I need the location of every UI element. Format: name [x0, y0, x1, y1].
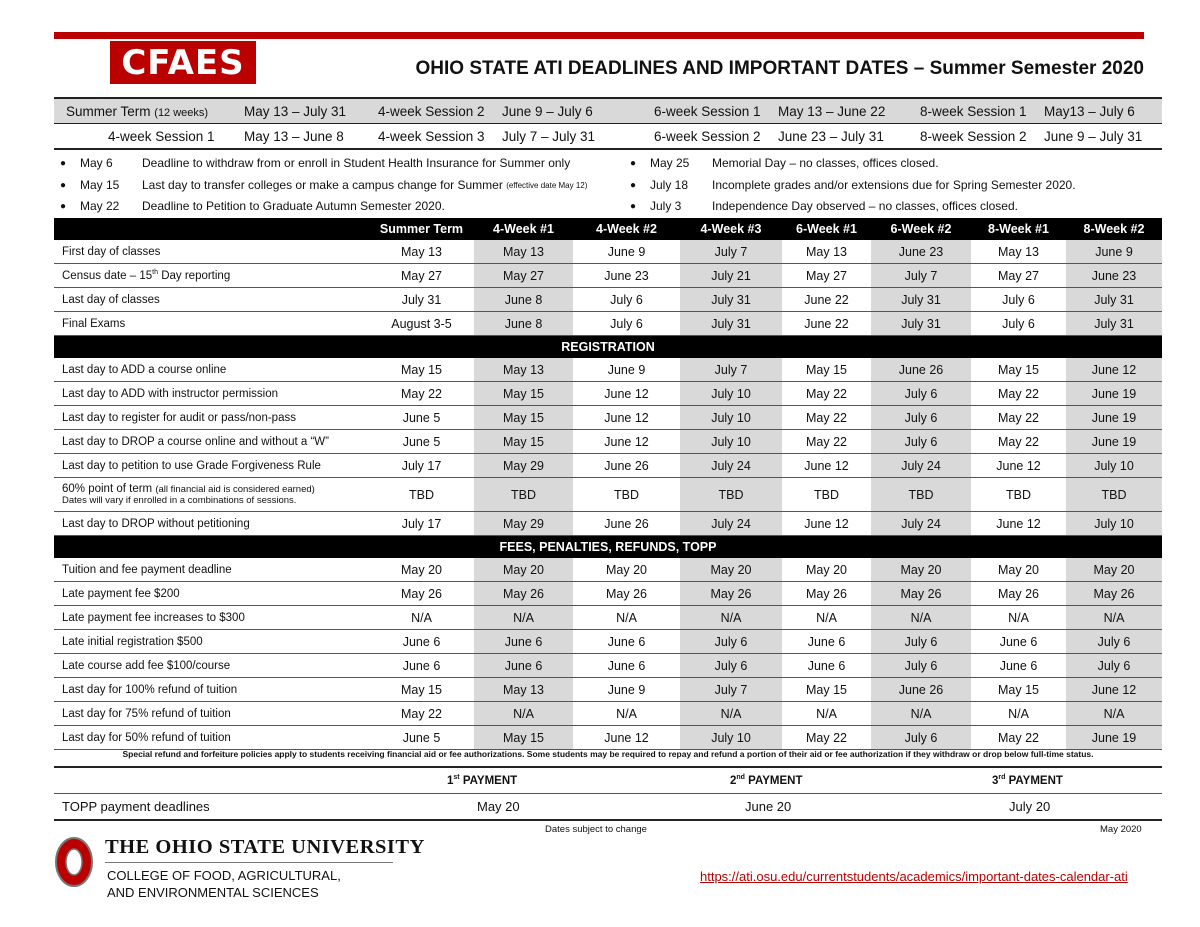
date-cell: July 10 [680, 406, 782, 430]
date-cell: July 10 [680, 382, 782, 406]
table-row [54, 382, 1162, 406]
date-cell: N/A [369, 606, 474, 630]
column-header: 6-Week #1 [782, 218, 871, 240]
date-cell: TBD [782, 478, 871, 512]
row-label: Last day to ADD a course online [54, 358, 369, 382]
row-label: Last day of classes [54, 288, 369, 312]
row-label: Last day to register for audit or pass/non-pass [54, 406, 369, 430]
date-cell: July 24 [680, 454, 782, 478]
university-name: THE OHIO STATE UNIVERSITY [105, 836, 425, 858]
date-cell: May 22 [782, 406, 871, 430]
date-cell: June 8 [474, 288, 573, 312]
date-cell: May 20 [573, 558, 680, 582]
table-row [54, 240, 1162, 264]
date-cell: June 5 [369, 406, 474, 430]
date-cell: July 6 [871, 654, 971, 678]
date-cell: June 12 [573, 430, 680, 454]
column-header: 4-Week #1 [474, 218, 573, 240]
term-label: 4-week Session 2 [378, 103, 485, 119]
term-row-2 [54, 124, 1162, 148]
dates-subject-note: Dates subject to change [545, 824, 647, 835]
date-cell: June 26 [871, 358, 971, 382]
date-cell: June 6 [573, 630, 680, 654]
date-cell: May 13 [474, 240, 573, 264]
date-cell: June 8 [474, 312, 573, 336]
date-cell: May 15 [369, 678, 474, 702]
footer-divider [105, 862, 393, 863]
term-dates: June 9 – July 31 [1044, 128, 1143, 144]
date-cell: N/A [971, 606, 1066, 630]
date-cell: May 15 [782, 358, 871, 382]
date-cell: July 7 [871, 264, 971, 288]
date-cell: May 26 [369, 582, 474, 606]
date-cell: June 23 [573, 264, 680, 288]
term-dates: July 7 – July 31 [502, 128, 596, 144]
page-title: OHIO STATE ATI DEADLINES AND IMPORTANT DATES – Summer Semester 2020 [415, 58, 1144, 79]
date-cell: May 15 [782, 678, 871, 702]
college-name-line2: AND ENVIRONMENTAL SCIENCES [107, 885, 319, 900]
date-cell: May 26 [871, 582, 971, 606]
date-cell: May 20 [971, 558, 1066, 582]
date-cell: June 6 [474, 654, 573, 678]
date-cell: July 6 [680, 630, 782, 654]
term-label: Summer Term (12 weeks) [66, 103, 209, 119]
date-cell: July 31 [680, 288, 782, 312]
date-cell: May 22 [369, 702, 474, 726]
date-cell: July 17 [369, 454, 474, 478]
table-row [54, 630, 1162, 654]
date-cell: July 31 [1066, 312, 1162, 336]
date-cell: June 12 [971, 512, 1066, 536]
date-cell: May 20 [680, 558, 782, 582]
term-dates: May 13 – July 31 [244, 103, 347, 119]
date-cell: June 19 [1066, 726, 1162, 750]
table-row [54, 606, 1162, 630]
date-cell: May 13 [971, 240, 1066, 264]
term-label: 4-week Session 3 [378, 128, 485, 144]
date-cell: July 6 [971, 288, 1066, 312]
date-cell: June 22 [782, 288, 871, 312]
date-cell: August 3-5 [369, 312, 474, 336]
date-cell: TBD [474, 478, 573, 512]
term-row-1 [54, 99, 1162, 124]
date-cell: N/A [573, 702, 680, 726]
row-label: Last day to DROP without petitioning [54, 512, 369, 536]
date-cell: May 20 [782, 558, 871, 582]
note-item: ● May 6 Deadline to withdraw from or enroll in Student Health Insurance for Summer only [60, 156, 571, 170]
date-cell: July 21 [680, 264, 782, 288]
section-title: FEES, PENALTIES, REFUNDS, TOPP [54, 536, 1162, 559]
row-label: Late payment fee increases to $300 [54, 606, 369, 630]
date-cell: June 12 [971, 454, 1066, 478]
column-header: 4-Week #2 [573, 218, 680, 240]
date-cell: June 5 [369, 430, 474, 454]
date-cell: June 6 [971, 654, 1066, 678]
date-cell: TBD [680, 478, 782, 512]
date-cell: July 24 [680, 512, 782, 536]
table-row [54, 430, 1162, 454]
table-row [54, 582, 1162, 606]
date-cell: July 31 [369, 288, 474, 312]
college-name-line1: COLLEGE OF FOOD, AGRICULTURAL, [107, 868, 341, 883]
date-cell: May 26 [474, 582, 573, 606]
date-cell: N/A [782, 702, 871, 726]
date-cell: July 6 [573, 288, 680, 312]
table-row [54, 406, 1162, 430]
date-cell: TBD [573, 478, 680, 512]
date-cell: May 22 [782, 382, 871, 406]
date-cell: N/A [680, 606, 782, 630]
column-header: 8-Week #2 [1066, 218, 1162, 240]
date-cell: July 10 [1066, 512, 1162, 536]
term-dates: June 9 – July 6 [502, 103, 593, 119]
table-row [54, 264, 1162, 288]
date-cell: July 17 [369, 512, 474, 536]
date-cell: July 6 [971, 312, 1066, 336]
row-label: 60% point of term (all financial aid is considered earned) Dates will vary if enrolled in a combinations of sessions. [54, 478, 369, 512]
date-cell: May 15 [369, 358, 474, 382]
blank-header [54, 218, 369, 240]
date-cell: May 26 [680, 582, 782, 606]
section-header [54, 336, 1162, 359]
date-cell: May 15 [474, 406, 573, 430]
note-item: ● July 18 Incomplete grades and/or extensions due for Spring Semester 2020. [630, 178, 1076, 192]
date-cell: July 31 [1066, 288, 1162, 312]
date-cell: June 19 [1066, 430, 1162, 454]
table-row [54, 454, 1162, 478]
date-cell: July 6 [871, 430, 971, 454]
date-cell: June 19 [1066, 382, 1162, 406]
date-cell: June 6 [474, 630, 573, 654]
date-cell: July 31 [871, 288, 971, 312]
topp-box [54, 766, 1162, 821]
topp-header-2: 2nd PAYMENT [730, 774, 803, 787]
table-row [54, 478, 1162, 512]
row-label: First day of classes [54, 240, 369, 264]
special-refund-note: Special refund and forfeiture policies apply to students receiving financial aid or fee authorizations. Some students may be required to repay and refund a portion of their aid or fee authorization if they withdraw or drop below full-time status. [122, 749, 1094, 759]
cfaes-logo: CFAES [110, 41, 256, 84]
date-cell: July 6 [871, 726, 971, 750]
term-label: 4-week Session 1 [108, 128, 215, 144]
date-cell: June 9 [573, 358, 680, 382]
date-cell: May 20 [474, 558, 573, 582]
date-cell: May 15 [474, 726, 573, 750]
date-cell: July 31 [680, 312, 782, 336]
date-cell: N/A [871, 606, 971, 630]
date-cell: May 20 [369, 558, 474, 582]
date-cell: July 6 [1066, 630, 1162, 654]
term-label: 6-week Session 1 [654, 103, 761, 119]
date-cell: June 23 [871, 240, 971, 264]
date-cell: N/A [573, 606, 680, 630]
date-cell: May 26 [1066, 582, 1162, 606]
row-label: Late payment fee $200 [54, 582, 369, 606]
date-cell: June 6 [369, 654, 474, 678]
dates-table [54, 218, 1162, 750]
date-cell: July 6 [871, 406, 971, 430]
date-cell: May 22 [782, 430, 871, 454]
row-label: Late course add fee $100/course [54, 654, 369, 678]
date-cell: June 12 [1066, 358, 1162, 382]
date-cell: May 27 [369, 264, 474, 288]
date-cell: May 22 [971, 406, 1066, 430]
date-cell: June 26 [573, 454, 680, 478]
date-cell: June 12 [1066, 678, 1162, 702]
date-cell: July 10 [680, 726, 782, 750]
date-cell: June 5 [369, 726, 474, 750]
date-cell: May 26 [971, 582, 1066, 606]
date-cell: May 13 [474, 678, 573, 702]
date-cell: June 12 [573, 382, 680, 406]
calendar-link[interactable]: https://ati.osu.edu/currentstudents/academics/important-dates-calendar-ati [700, 869, 1128, 884]
date-cell: June 6 [971, 630, 1066, 654]
table-row [54, 512, 1162, 536]
date-cell: May 20 [1066, 558, 1162, 582]
date-cell: N/A [474, 702, 573, 726]
date-cell: July 10 [1066, 454, 1162, 478]
date-cell: June 6 [782, 654, 871, 678]
date-cell: N/A [971, 702, 1066, 726]
date-cell: July 6 [1066, 654, 1162, 678]
topp-value-2: June 20 [745, 799, 792, 814]
table-row [54, 678, 1162, 702]
date-cell: June 12 [573, 406, 680, 430]
column-header-row [54, 218, 1162, 240]
date-cell: July 6 [871, 382, 971, 406]
date-cell: June 9 [573, 240, 680, 264]
topp-value-1: May 20 [477, 799, 520, 814]
term-dates: May 13 – June 22 [778, 103, 886, 119]
date-cell: May 27 [782, 264, 871, 288]
date-cell: June 9 [1066, 240, 1162, 264]
term-label: 8-week Session 2 [920, 128, 1027, 144]
date-cell: May 22 [971, 382, 1066, 406]
row-label: Late initial registration $500 [54, 630, 369, 654]
topp-header-3: 3rd PAYMENT [992, 774, 1063, 787]
date-cell: July 24 [871, 512, 971, 536]
term-dates: May 13 – June 8 [244, 128, 344, 144]
date-cell: TBD [1066, 478, 1162, 512]
column-header: Summer Term [369, 218, 474, 240]
row-label: Final Exams [54, 312, 369, 336]
note-item: ● May 22 Deadline to Petition to Graduate Autumn Semester 2020. [60, 199, 445, 213]
date-cell: N/A [1066, 606, 1162, 630]
date-cell: June 6 [369, 630, 474, 654]
section-header [54, 536, 1162, 559]
date-cell: May 15 [474, 382, 573, 406]
date-cell: May 26 [573, 582, 680, 606]
date-cell: May 15 [474, 430, 573, 454]
date-cell: May 15 [971, 358, 1066, 382]
table-row [54, 702, 1162, 726]
date-cell: May 22 [782, 726, 871, 750]
note-item: ● July 3 Independence Day observed – no classes, offices closed. [630, 199, 1018, 213]
date-cell: July 6 [680, 654, 782, 678]
column-header: 4-Week #3 [680, 218, 782, 240]
date-cell: N/A [1066, 702, 1162, 726]
row-label: Tuition and fee payment deadline [54, 558, 369, 582]
date-cell: June 23 [1066, 264, 1162, 288]
date-cell: May 22 [971, 726, 1066, 750]
term-label: 8-week Session 1 [920, 103, 1027, 119]
note-item: ● May 25 Memorial Day – no classes, offices closed. [630, 156, 939, 170]
date-cell: May 22 [369, 382, 474, 406]
date-cell: June 12 [782, 454, 871, 478]
row-label: Last day for 100% refund of tuition [54, 678, 369, 702]
term-dates-box [54, 97, 1162, 150]
date-cell: N/A [680, 702, 782, 726]
date-cell: May 20 [871, 558, 971, 582]
row-label: Last day to petition to use Grade Forgiveness Rule [54, 454, 369, 478]
table-row [54, 312, 1162, 336]
date-cell: June 12 [782, 512, 871, 536]
table-row [54, 358, 1162, 382]
row-label: Census date – 15th Day reporting [54, 264, 369, 288]
date-cell: July 7 [680, 358, 782, 382]
date-cell: July 6 [573, 312, 680, 336]
date-cell: May 26 [782, 582, 871, 606]
date-cell: May 13 [782, 240, 871, 264]
date-cell: TBD [971, 478, 1066, 512]
table-row [54, 654, 1162, 678]
date-cell: June 26 [871, 678, 971, 702]
date-cell: June 26 [573, 512, 680, 536]
revision-date: May 2020 [1100, 824, 1142, 835]
row-label: Last day for 50% refund of tuition [54, 726, 369, 750]
topp-label: TOPP payment deadlines [62, 799, 210, 814]
date-cell: May 29 [474, 454, 573, 478]
date-cell: May 29 [474, 512, 573, 536]
row-label: Last day for 75% refund of tuition [54, 702, 369, 726]
table-row [54, 726, 1162, 750]
date-cell: June 19 [1066, 406, 1162, 430]
column-header: 6-Week #2 [871, 218, 971, 240]
date-cell: June 9 [573, 678, 680, 702]
column-header: 8-Week #1 [971, 218, 1066, 240]
date-cell: May 27 [971, 264, 1066, 288]
date-cell: June 6 [573, 654, 680, 678]
date-cell: TBD [369, 478, 474, 512]
section-title: REGISTRATION [54, 336, 1162, 359]
top-red-bar [54, 32, 1144, 39]
date-cell: N/A [474, 606, 573, 630]
term-dates: May13 – July 6 [1044, 103, 1135, 119]
date-cell: July 7 [680, 678, 782, 702]
note-item: ● May 15 Last day to transfer colleges or make a campus change for Summer (effective date May 12) [60, 178, 588, 192]
topp-value-3: July 20 [1009, 799, 1051, 814]
date-cell: July 7 [680, 240, 782, 264]
date-cell: June 12 [573, 726, 680, 750]
row-label: Last day to DROP a course online and without a “W” [54, 430, 369, 454]
date-cell: TBD [871, 478, 971, 512]
date-cell: June 6 [782, 630, 871, 654]
date-cell: May 15 [971, 678, 1066, 702]
term-label: 6-week Session 2 [654, 128, 761, 144]
date-cell: July 31 [871, 312, 971, 336]
block-o-icon [54, 836, 94, 888]
row-label: Last day to ADD with instructor permission [54, 382, 369, 406]
topp-divider [54, 793, 1162, 794]
date-cell: N/A [782, 606, 871, 630]
date-cell: July 6 [871, 630, 971, 654]
table-row [54, 558, 1162, 582]
date-cell: May 27 [474, 264, 573, 288]
date-cell: July 10 [680, 430, 782, 454]
table-row [54, 288, 1162, 312]
date-cell: May 13 [369, 240, 474, 264]
date-cell: June 22 [782, 312, 871, 336]
date-cell: May 13 [474, 358, 573, 382]
date-cell: N/A [871, 702, 971, 726]
term-dates: June 23 – July 31 [778, 128, 884, 144]
date-cell: July 24 [871, 454, 971, 478]
date-cell: May 22 [971, 430, 1066, 454]
topp-header-1: 1st PAYMENT [447, 774, 518, 787]
